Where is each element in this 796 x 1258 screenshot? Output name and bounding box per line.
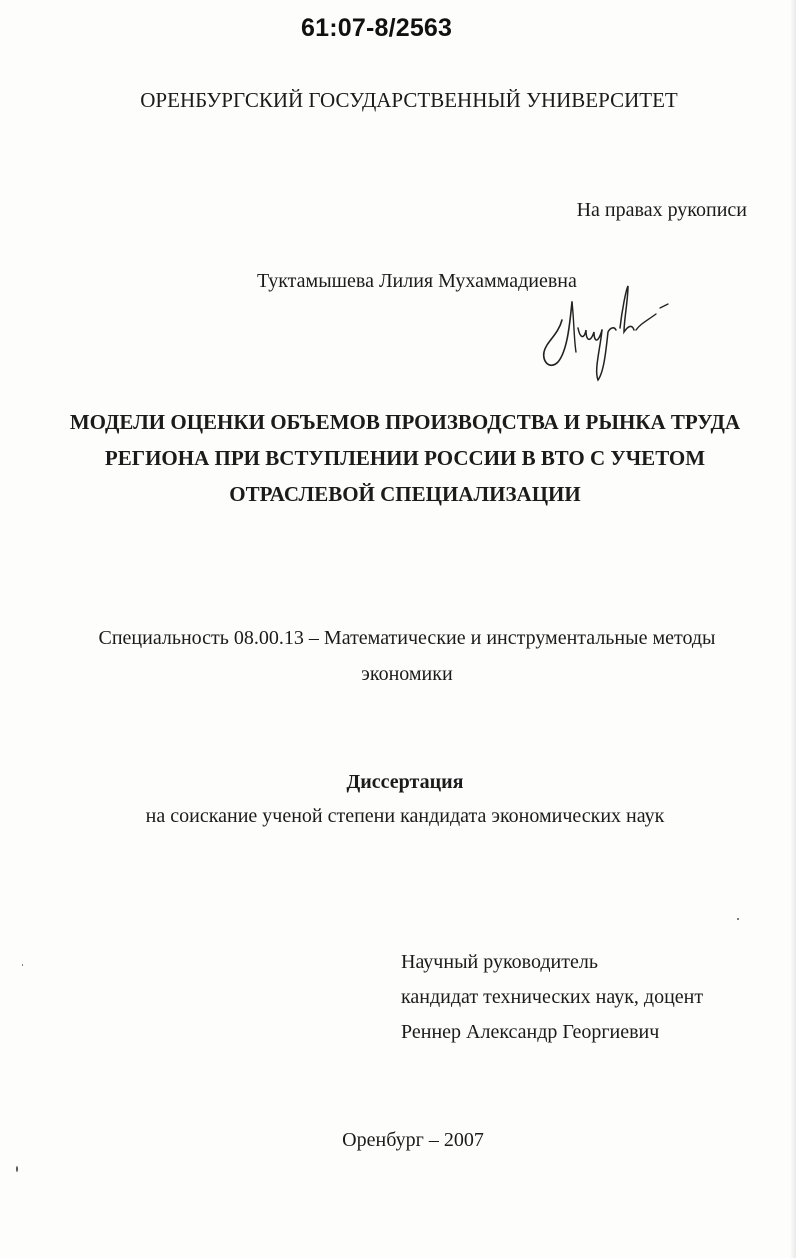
dissertation-title-line-1: МОДЕЛИ ОЦЕНКИ ОБЪЕМОВ ПРОИЗВОДСТВА И РЫНКА ТРУДА [69, 410, 741, 434]
scan-speck [16, 1166, 18, 1172]
advisor-degree: кандидат технических наук, доцент [401, 986, 704, 1008]
manuscript-rights-note: На правах рукописи [576, 199, 747, 221]
dissertation-subtitle: на соискание ученой степени кандидата экономических наук [145, 805, 665, 827]
author-name: Туктамышева Лилия Мухаммадиевна [257, 270, 577, 292]
university-name: ОРЕНБУРГСКИЙ ГОСУДАРСТВЕННЫЙ УНИВЕРСИТЕТ [140, 88, 678, 112]
specialty-line-1: Специальность 08.00.13 – Математические и инструментальные методы [98, 627, 716, 649]
city-and-year: Оренбург – 2007 [342, 1129, 484, 1151]
archive-stamp-number: 61:07-8/2563 [301, 14, 453, 42]
dissertation-title-line-3: ОТРАСЛЕВОЙ СПЕЦИАЛИЗАЦИИ [229, 482, 581, 506]
advisor-role: Научный руководитель [401, 951, 598, 973]
scan-speck [22, 964, 23, 966]
scan-speck [737, 918, 739, 920]
scan-edge-shadow [790, 0, 796, 1258]
handwritten-signature [528, 280, 678, 390]
specialty-line-2: экономики [361, 663, 453, 685]
dissertation-title-line-2: РЕГИОНА ПРИ ВСТУПЛЕНИИ РОССИИ В ВТО С УЧЕТОМ [104, 446, 706, 470]
advisor-name: Реннер Александр Георгиевич [401, 1021, 660, 1043]
dissertation-heading: Диссертация [346, 771, 464, 793]
